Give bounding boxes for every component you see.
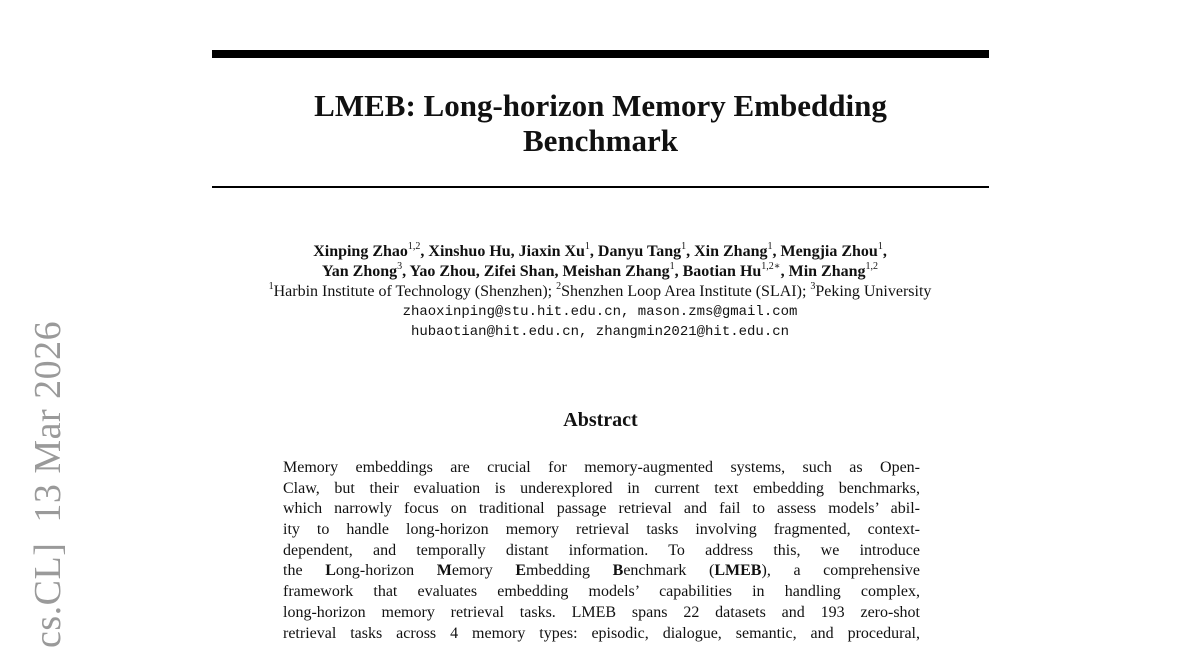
author-affil-sup: 1 [584, 240, 590, 252]
abstract-line: ity to handle long-horizon memory retrieval tasks involving fragmented, context- [283, 521, 920, 539]
abstract-fragment: ), a comprehensive [761, 562, 921, 580]
abstract-line: long-horizon memory retrieval tasks. LMEB spans 22 datasets and 193 zero-shot [283, 603, 920, 621]
author-name: Yao Zhou [409, 263, 476, 280]
author-block [150, 242, 1050, 342]
abstract-bold-fragment: B [612, 562, 624, 580]
abstract-fragment: mbedding [526, 562, 613, 580]
author-name: Jiaxin Xu [518, 243, 585, 260]
affil-sup: 2 [556, 280, 562, 292]
paper-title [212, 88, 989, 158]
abstract-line: Claw, but their evaluation is underexplored in current text embedding benchmarks, [283, 479, 920, 497]
abstract-line-lmeb [283, 561, 920, 582]
author-separator: , [510, 243, 519, 260]
affiliation-text: Peking University [815, 283, 932, 300]
author-affil-sup: 1,2∗ [761, 260, 781, 272]
title-bottom-rule [212, 186, 989, 188]
author-line-2 [150, 262, 1050, 282]
affiliation-line [150, 282, 1050, 302]
abstract-line: which narrowly focus on traditional passage retrieval and fail to assess models’ abil- [283, 500, 920, 518]
abstract-line: framework that evaluates embedding models’ capabilities in handling complex, [283, 583, 920, 601]
abstract-bold-fragment: LMEB [714, 562, 762, 580]
arxiv-side-stamp: cs.CL] 13 Mar 2026 [27, 320, 69, 648]
author-affil-sup: 1 [767, 240, 773, 252]
author-line-1 [150, 242, 1050, 262]
author-name: Min Zhang [788, 263, 866, 280]
author-affil-sup: 1 [877, 240, 883, 252]
affil-sup: 3 [810, 280, 816, 292]
abstract-line: dependent, and temporally distant information. To address this, we introduce [283, 541, 920, 559]
author-name: Xin Zhang [694, 243, 768, 260]
abstract-bold-fragment: M [436, 562, 452, 580]
author-separator: , [475, 263, 484, 280]
abstract-bold-fragment: E [515, 562, 526, 580]
abstract-line: Memory embeddings are crucial for memory-augmented systems, such as Open- [283, 459, 920, 476]
abstract-fragment: enchmark ( [623, 562, 715, 580]
author-affil-sup: 1 [669, 260, 675, 272]
author-name: Meishan Zhang [562, 263, 670, 280]
title-top-rule [212, 50, 989, 58]
author-name: Xinping Zhao [313, 243, 408, 260]
author-name: Yan Zhong [321, 263, 398, 280]
affil-sup: 1 [268, 280, 274, 292]
author-name: Baotian Hu [682, 263, 762, 280]
abstract-fragment: ong-horizon [335, 562, 437, 580]
author-affil-sup: 1,2 [865, 260, 879, 272]
author-separator: , [420, 243, 429, 260]
affiliation-text: Harbin Institute of Technology (Shenzhen); [273, 283, 557, 300]
author-affil-sup: 1 [681, 240, 687, 252]
author-separator: , [882, 243, 887, 260]
author-separator: , [772, 243, 781, 260]
abstract-bold-fragment: L [325, 562, 336, 580]
author-separator: , [554, 263, 563, 280]
email-line-1: zhaoxinping@stu.hit.edu.cn, mason.zms@gmail.com [402, 304, 798, 320]
author-name: Xinshuo Hu [428, 243, 511, 260]
author-separator: , [589, 243, 598, 260]
author-separator: , [780, 263, 789, 280]
abstract-heading: Abstract [563, 409, 638, 431]
abstract-body [283, 458, 920, 644]
author-separator: , [402, 263, 410, 280]
author-name: Danyu Tang [597, 243, 682, 260]
title-line-1: LMEB: Long-horizon Memory Embedding [314, 88, 887, 123]
author-separator: , [686, 243, 695, 260]
abstract-fragment: emory [451, 562, 516, 580]
title-line-2: Benchmark [523, 123, 678, 158]
author-affil-sup: 3 [397, 260, 403, 272]
affiliation-text: Shenzhen Loop Area Institute (SLAI); [561, 283, 811, 300]
abstract-fragment: the [283, 562, 326, 580]
author-name: Zifei Shan [483, 263, 555, 280]
author-name: Mengjia Zhou [780, 243, 878, 260]
author-separator: , [674, 263, 683, 280]
author-affil-sup: 1,2 [407, 240, 421, 252]
email-line-2: hubaotian@hit.edu.cn, zhangmin2021@hit.edu.cn [410, 324, 790, 340]
abstract-line: retrieval tasks across 4 memory types: episodic, dialogue, semantic, and procedural, [283, 624, 920, 642]
